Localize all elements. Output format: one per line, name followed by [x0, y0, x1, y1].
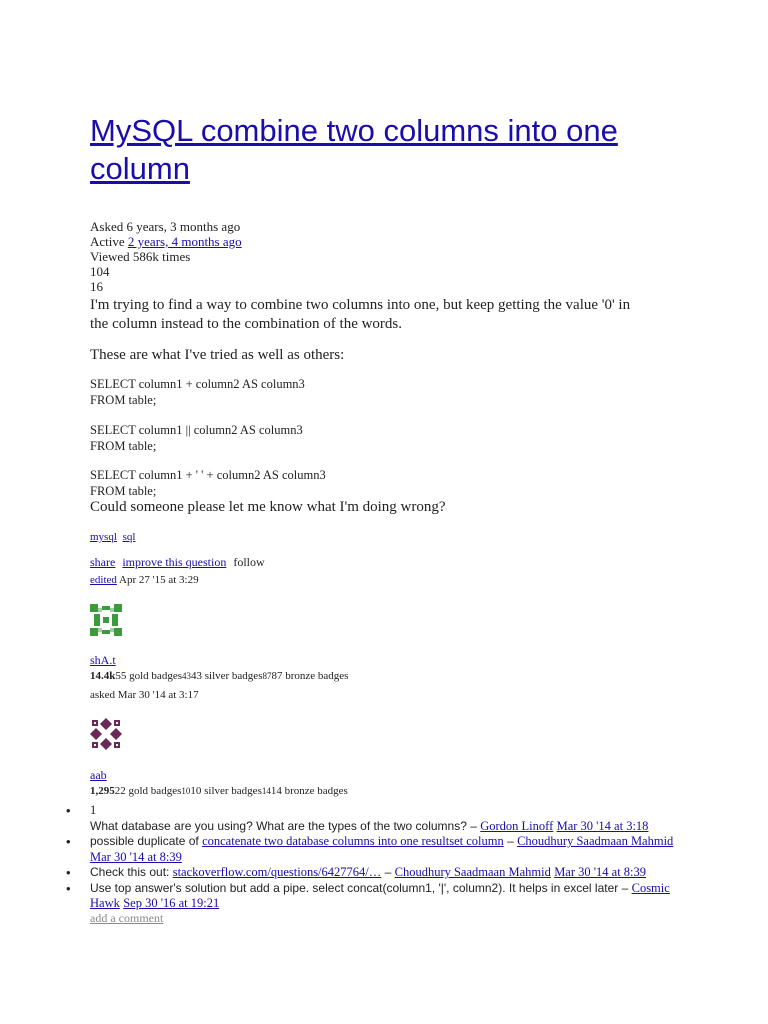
comment-time-link[interactable]: Mar 30 '14 at 8:39 — [554, 865, 647, 879]
question-paragraph-3: Could someone please let me know what I'm doing wrong? — [90, 499, 446, 515]
comment-text: Use top answer's solution but add a pipe. select concat(column1, '|', column2). It helps in excel later – — [90, 880, 632, 895]
comment-user-link[interactable]: Cosmic Hawk — [90, 880, 670, 910]
comment-text: possible duplicate of — [90, 834, 203, 848]
question-paragraph-1: I'm trying to find a way to combine two columns into one, but keep getting the value '0' in the column instead to the combination of the words. — [90, 297, 631, 332]
viewed-meta: Viewed 586k times — [90, 249, 191, 264]
asked-meta: Asked 6 years, 3 months ago — [90, 219, 241, 234]
comment-item — [64, 803, 684, 834]
post-actions — [90, 555, 269, 570]
code-block-2: SELECT column1 || column2 AS column3 FROM table; — [90, 423, 303, 453]
author-rep-score: 1,295 — [90, 785, 115, 797]
comment-time-link[interactable]: Mar 30 '14 at 3:18 — [556, 818, 649, 833]
question-title-link[interactable]: MySQL combine two columns into one column — [90, 113, 618, 186]
edited-time: Apr 27 '15 at 3:29 — [116, 574, 199, 586]
comment-score: 1 — [90, 803, 97, 817]
editor-reputation: 14.4k55 gold badges4343 silver badges8787 bronze badges — [90, 670, 349, 682]
question-title — [90, 112, 690, 188]
external-question-link[interactable]: stackoverflow.com/questions/6427764/… — [172, 865, 382, 879]
code-block-3: SELECT column1 + ' ' + column2 AS column3 FROM table; — [90, 468, 326, 498]
tag-mysql[interactable]: mysql — [90, 531, 117, 543]
comment-item: • possible duplicate of concatenate two database columns into one resultset column – Choudhury Saadmaan Mahmid Mar 30 '14 at 8:39 — [64, 834, 684, 865]
author-avatar[interactable] — [90, 718, 122, 750]
tag-sql[interactable]: sql — [122, 531, 136, 543]
question-paragraph-2: These are what I've tried as well as others: — [90, 347, 345, 363]
improve-question-link[interactable]: improve this question — [122, 555, 227, 569]
active-meta — [90, 234, 242, 249]
editor-avatar[interactable] — [90, 604, 122, 636]
asked-info: asked Mar 30 '14 at 3:17 — [90, 689, 199, 701]
edited-link[interactable]: edited — [90, 574, 117, 586]
active-label: Active — [90, 234, 125, 249]
editor-name[interactable]: shA.t — [90, 653, 116, 667]
editor-rep-score: 14.4k — [90, 670, 116, 682]
comment-user-link[interactable]: Choudhury Saadmaan Mahmid — [394, 865, 551, 879]
comment-user-link[interactable]: Choudhury Saadmaan Mahmid — [517, 834, 674, 848]
follow-button[interactable]: follow — [233, 555, 265, 569]
author-name[interactable]: aab — [90, 768, 107, 782]
active-link[interactable]: 2 years, 4 months ago — [127, 234, 242, 249]
comment-time-link[interactable]: Sep 30 '16 at 19:21 — [123, 896, 220, 910]
comment-list — [64, 803, 684, 912]
add-comment-link[interactable]: add a comment — [90, 911, 164, 925]
comment-time-link[interactable]: Mar 30 '14 at 8:39 — [90, 849, 182, 864]
share-link[interactable]: share — [90, 555, 116, 569]
code-block-1: SELECT column1 + column2 AS column3 FROM table; — [90, 377, 305, 407]
comment-item: • Check this out: stackoverflow.com/questions/6427764/… – Choudhury Saadmaan Mahmid Mar 30 '14 at 8:39 — [64, 865, 684, 881]
tag-list — [90, 531, 139, 543]
comment-item — [64, 881, 684, 912]
bookmark-count: 16 — [90, 279, 103, 294]
question-meta — [90, 219, 242, 294]
duplicate-question-link[interactable]: concatenate two database columns into one resultset column — [202, 834, 504, 848]
author-reputation: 1,29522 gold badges1010 silver badges1414 bronze badges — [90, 785, 348, 797]
comment-text: What database are you using? What are the types of the two columns? – — [90, 818, 481, 833]
comment-user-link[interactable]: Gordon Linoff — [480, 818, 554, 833]
vote-count: 104 — [90, 264, 110, 279]
comment-text: Check this out: — [90, 865, 173, 879]
edited-info — [90, 574, 199, 586]
